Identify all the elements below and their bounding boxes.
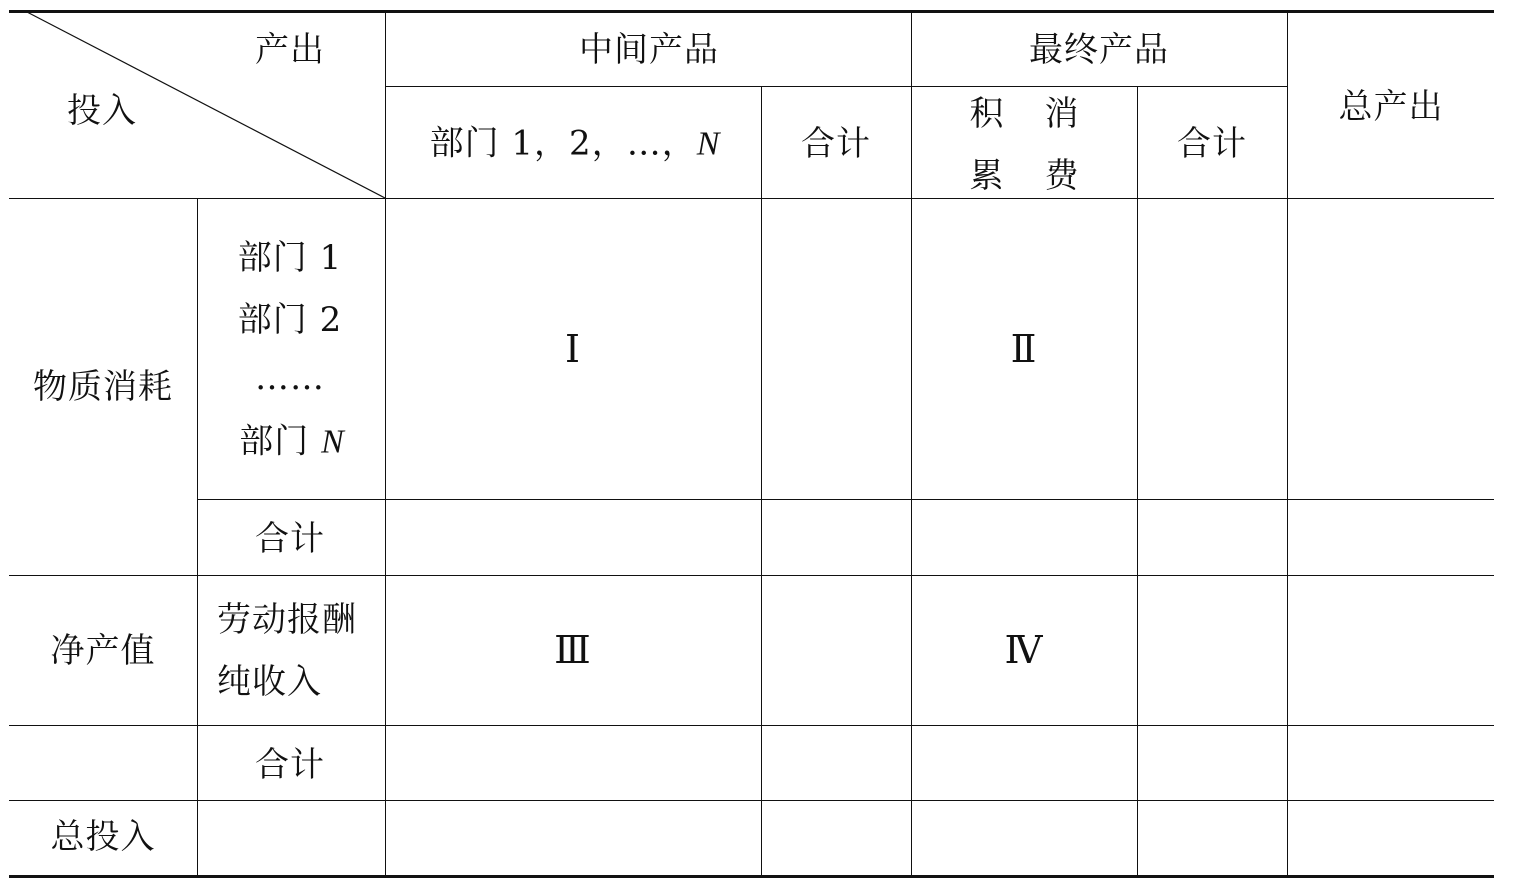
quadrant-3: Ⅲ — [554, 630, 592, 672]
material-consumption-label: 物质消耗 — [33, 367, 173, 407]
net-subtotal-label: 合计 — [255, 745, 325, 785]
net-income-label: 纯收入 — [217, 662, 322, 702]
quadrant-2: Ⅱ — [1010, 329, 1038, 371]
total-output-divider — [1287, 10, 1288, 875]
row-sector-1: 部门 1 — [237, 238, 343, 278]
row-sector-2: 部门 2 — [237, 300, 343, 340]
net-output-rule — [9, 725, 1494, 726]
quadrant-4: Ⅳ — [1004, 630, 1044, 672]
labor-compensation-label: 劳动报酬 — [217, 600, 357, 640]
net-subtotal-rule — [9, 800, 1494, 801]
consumption-bottom: 费 — [1044, 156, 1080, 196]
material-bottom-rule — [9, 575, 1494, 576]
net-output-label: 净产值 — [50, 631, 156, 671]
consumption-top: 消 — [1044, 94, 1080, 134]
material-subtotal-label: 合计 — [255, 519, 325, 559]
accumulation-bottom: 累 — [969, 156, 1005, 196]
intermediate-products-header: 中间产品 — [579, 30, 719, 70]
row-ellipsis: …… — [255, 358, 325, 398]
intermediate-subtotal-divider — [761, 86, 762, 875]
intermediate-subtotal-header: 合计 — [801, 124, 871, 164]
sectors-header-prefix: 部门 1，2，…， — [429, 123, 697, 164]
accumulation-top: 积 — [969, 94, 1005, 134]
total-input-label: 总投入 — [50, 817, 156, 857]
sectors-header-n: N — [696, 125, 721, 163]
corner-diagonal — [9, 10, 386, 199]
row-label-divider — [197, 198, 198, 875]
row-sector-n — [239, 421, 345, 462]
header-sub-rule — [386, 86, 1287, 87]
material-subtotal-rule — [197, 499, 1494, 500]
total-output-header: 总产出 — [1338, 87, 1444, 127]
input-output-table — [9, 10, 1494, 878]
corner-output-label: 产出 — [255, 30, 325, 70]
row-sector-n-prefix: 部门 — [239, 421, 322, 462]
final-products-divider — [911, 10, 912, 875]
bottom-rule — [9, 875, 1494, 878]
final-subtotal-divider — [1137, 86, 1138, 875]
final-products-header: 最终产品 — [1029, 30, 1169, 70]
sectors-header — [429, 123, 721, 164]
final-subtotal-header: 合计 — [1177, 124, 1247, 164]
corner-input-label: 投入 — [67, 91, 137, 131]
row-sector-n-letter: N — [321, 423, 345, 461]
quadrant-1: Ⅰ — [564, 329, 582, 371]
